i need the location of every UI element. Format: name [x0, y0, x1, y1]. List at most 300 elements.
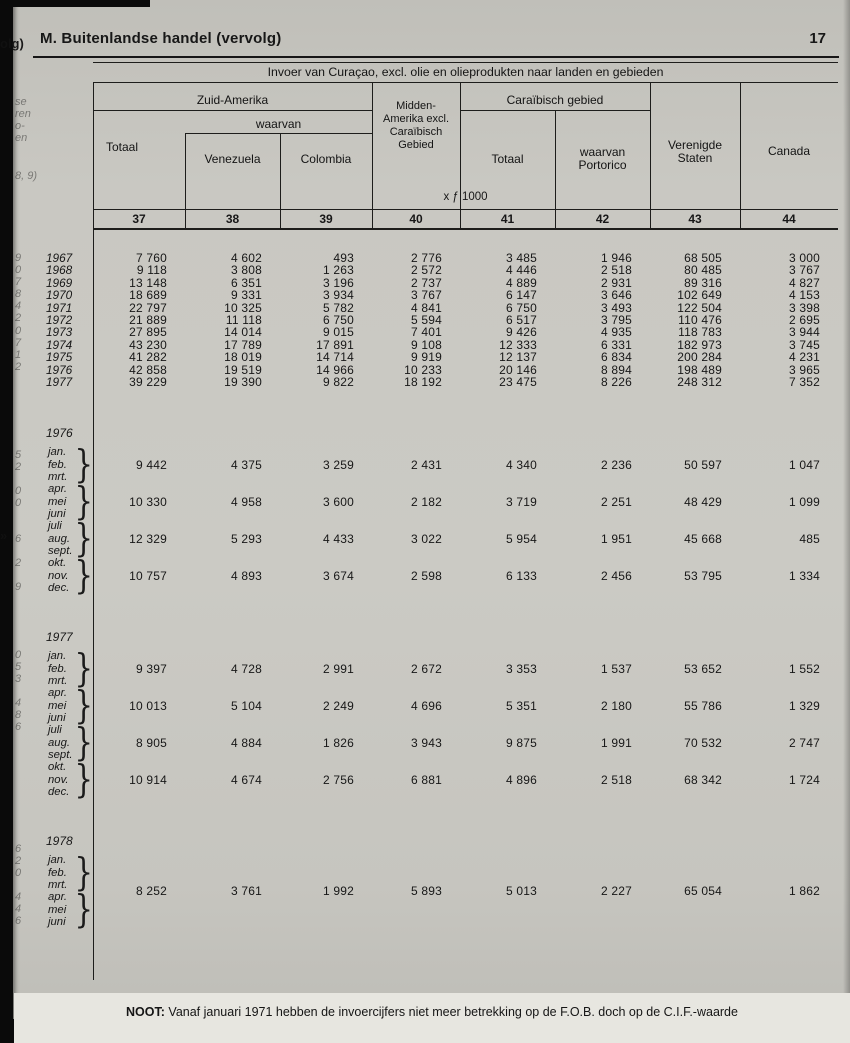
value-cell: 2 518 — [600, 263, 632, 278]
month-label: feb. — [48, 458, 67, 471]
colnum-39: 39 — [319, 212, 333, 226]
rule-c42-c43 — [650, 82, 651, 209]
value-cell: 11 118 — [225, 312, 262, 327]
margin-artifact: ren — [15, 108, 31, 120]
value-cell: 4 446 — [505, 263, 537, 278]
colhead-verenigde-staten — [650, 139, 740, 165]
value-cell: 18 689 — [129, 288, 167, 303]
row-label-year: 1975 — [46, 350, 73, 365]
month-label: feb. — [48, 866, 67, 879]
margin-artifact: 4 — [15, 697, 22, 709]
value-cell: 3 719 — [505, 494, 537, 509]
margin-artifact: 9 — [15, 581, 22, 593]
value-cell: 2 737 — [410, 275, 442, 290]
month-group-label — [40, 849, 93, 932]
colnum-41: 41 — [500, 212, 515, 226]
row-label-year: 1977 — [46, 374, 73, 389]
table-row — [40, 376, 838, 388]
value-cell: 2 695 — [788, 312, 820, 327]
colnum-sep-4 — [460, 209, 461, 228]
margin-artifact: » — [0, 528, 8, 543]
value-cell: 1 826 — [322, 735, 354, 750]
value-cell: 14 714 — [316, 350, 354, 365]
value-cell: 6 750 — [505, 300, 537, 315]
value-cell: 70 532 — [684, 735, 722, 750]
value-cell: 4 827 — [788, 275, 820, 290]
value-cell: 6 351 — [230, 275, 262, 290]
row-label-year: 1973 — [46, 325, 73, 340]
month-sections — [40, 426, 838, 932]
value-cell: 3 944 — [788, 325, 820, 340]
footer-note-text: Vanaf januari 1971 hebben de invoercijfers niet meer betrekking op de F.O.B. doch op de C.I.F.-waarde — [168, 1005, 738, 1019]
value-cell: 10 325 — [224, 300, 262, 315]
value-cell: 55 786 — [684, 698, 722, 713]
margin-artifact: 7 — [15, 276, 22, 288]
margin-artifact: 0 — [15, 867, 22, 879]
value-cell: 3 808 — [230, 263, 262, 278]
value-cell: 3 965 — [788, 362, 820, 377]
table-title-bottom-line — [93, 82, 838, 83]
value-cell: 1 099 — [788, 494, 820, 509]
value-cell: 9 822 — [322, 374, 354, 389]
unit-label: x ƒ 1000 — [443, 191, 488, 203]
value-cell: 2 227 — [600, 884, 632, 899]
month-label: mrt. — [48, 878, 68, 891]
value-cell: 3 795 — [600, 312, 632, 327]
value-cell: 8 894 — [600, 362, 632, 377]
value-cell: 4 893 — [230, 568, 262, 583]
table-row — [40, 289, 838, 301]
month-group-label — [40, 756, 93, 802]
value-cell: 110 476 — [678, 312, 722, 327]
month-section — [40, 630, 838, 802]
month-list — [48, 761, 74, 798]
value-cell: 5 594 — [410, 312, 442, 327]
month-list — [48, 446, 74, 483]
value-cell: 3 398 — [788, 300, 820, 315]
value-cell: 4 433 — [322, 531, 354, 546]
value-cell: 7 352 — [788, 374, 820, 389]
value-cell: 4 896 — [505, 772, 537, 787]
value-cell: 1 329 — [788, 698, 820, 713]
value-cell: 6 517 — [505, 312, 537, 327]
value-cell: 4 340 — [505, 457, 537, 472]
value-cell: 3 600 — [322, 494, 354, 509]
margin-artifact: en — [15, 132, 28, 144]
value-cell: 2 572 — [410, 263, 442, 278]
value-cell: 6 133 — [505, 568, 537, 583]
value-cell: 4 696 — [410, 698, 442, 713]
value-cell: 5 954 — [505, 531, 537, 546]
value-cell: 1 724 — [788, 772, 820, 787]
colnum-sep-7 — [740, 209, 741, 228]
value-cell: 1 951 — [600, 531, 632, 546]
quarter-row — [40, 756, 838, 802]
margin-artifact: 5 — [15, 449, 22, 461]
row-label-year: 1968 — [46, 263, 73, 278]
margin-artifact: 2 — [15, 312, 22, 324]
value-cell: 2 249 — [322, 698, 354, 713]
colhead-venezuela: Venezuela — [204, 152, 261, 166]
colnum-sep-1 — [185, 209, 186, 228]
value-cell: 10 013 — [129, 698, 167, 713]
month-label: mrt. — [48, 674, 68, 687]
value-cell: 21 889 — [129, 312, 167, 327]
value-cell: 9 397 — [135, 661, 167, 676]
margin-artifact: 8, 9) — [15, 170, 38, 182]
table-title: Invoer van Curaçao, excl. olie en olieprodukten naar landen en gebieden — [267, 65, 664, 79]
month-label: jan. — [48, 446, 67, 459]
colnum-44: 44 — [782, 212, 796, 226]
value-cell: 6 147 — [505, 288, 537, 303]
verenigde-line: Verenigde — [667, 138, 723, 152]
rule-c39-c40 — [372, 82, 373, 209]
month-list — [48, 891, 74, 928]
value-cell: 14 966 — [316, 362, 354, 377]
month-label: apr. — [48, 483, 68, 496]
brace-glyph: } — [74, 849, 93, 895]
margin-artifact: 4 — [15, 300, 22, 312]
value-cell: 3 259 — [322, 457, 354, 472]
colgroup-waarvan-za: waarvan — [255, 117, 302, 131]
month-list — [48, 520, 74, 557]
margin-artifact: 8 — [15, 288, 22, 300]
value-cell: 2 456 — [600, 568, 632, 583]
value-cell: 10 233 — [404, 362, 442, 377]
month-label: aug. — [48, 736, 70, 749]
colgroup-zuid-amerika: Zuid-Amerika — [196, 93, 269, 107]
scan-right-edge — [843, 0, 850, 1043]
month-label: mrt. — [48, 470, 68, 483]
scan-top-edge — [0, 0, 150, 7]
value-cell: 4 884 — [230, 735, 262, 750]
month-label: nov. — [48, 569, 69, 582]
table-row — [40, 351, 838, 363]
column-numbers-row — [93, 210, 838, 229]
colnum-42: 42 — [595, 212, 610, 226]
value-cell: 3 353 — [505, 661, 537, 676]
value-cell: 118 783 — [678, 325, 722, 340]
header-rule — [33, 56, 839, 58]
value-cell: 9 919 — [410, 350, 442, 365]
value-cell: 65 054 — [684, 884, 722, 899]
value-cell: 3 674 — [322, 568, 354, 583]
brace-glyph: } — [74, 515, 93, 561]
waarvan-underline — [185, 133, 372, 134]
margin-artifact: 6 — [15, 721, 22, 733]
value-cell: 4 375 — [230, 457, 262, 472]
value-cell: 12 137 — [499, 350, 537, 365]
month-list — [48, 724, 74, 761]
margin-artifact: 0 — [15, 649, 22, 661]
month-label: dec. — [48, 785, 70, 798]
colnum-sep-3 — [372, 209, 373, 228]
value-cell: 1 552 — [788, 661, 820, 676]
colhead-totaal-cg: Totaal — [491, 152, 524, 166]
value-cell: 5 104 — [230, 698, 262, 713]
month-label: juni — [48, 507, 66, 520]
value-cell: 4 602 — [230, 251, 262, 265]
colhead-canada: Canada — [767, 144, 811, 158]
value-cell: 17 891 — [316, 337, 354, 352]
margin-artifact: olg) — [0, 36, 24, 51]
value-cell: 42 858 — [129, 362, 167, 377]
value-cell: 3 761 — [230, 884, 262, 899]
value-cell: 1 047 — [788, 457, 820, 472]
midden-line2: Amerika excl. — [382, 113, 450, 125]
value-cell: 2 431 — [410, 457, 442, 472]
scan-left-edge — [0, 0, 13, 1043]
colnum-38: 38 — [225, 212, 240, 226]
value-cell: 485 — [799, 531, 820, 546]
brace-glyph: } — [74, 719, 93, 765]
value-cell: 3 767 — [788, 263, 820, 278]
quarter-row — [40, 849, 838, 932]
margin-artifact: 9 — [15, 252, 22, 264]
value-cell: 3 767 — [410, 288, 442, 303]
month-section — [40, 426, 838, 598]
margin-artifact: 1 — [15, 349, 22, 361]
value-cell: 2 931 — [600, 275, 632, 290]
table-title-top-line — [93, 62, 838, 63]
value-cell: 198 489 — [677, 362, 722, 377]
margin-artifact: 0 — [15, 264, 22, 276]
value-cell: 2 598 — [410, 568, 442, 583]
margin-artifact: 2 — [15, 361, 22, 373]
margin-artifact: 5 — [15, 661, 22, 673]
value-cell: 5 782 — [322, 300, 354, 315]
value-cell: 3 000 — [788, 251, 820, 265]
month-label: okt. — [48, 761, 67, 774]
table-body — [40, 232, 838, 932]
colnum-sep-6 — [650, 209, 651, 228]
value-cell: 200 284 — [677, 350, 722, 365]
row-label-year: 1967 — [46, 251, 73, 265]
margin-artifact: o- — [15, 120, 25, 132]
table-row — [40, 264, 838, 276]
colhead-waarvan-portorico — [555, 146, 650, 172]
page-title: M. Buitenlandse handel (vervolg) — [40, 30, 282, 47]
month-label: mei — [48, 495, 67, 508]
value-cell: 2 180 — [600, 698, 632, 713]
month-label: juli — [48, 520, 62, 533]
value-cell: 22 797 — [129, 300, 167, 315]
brace-glyph: } — [74, 645, 93, 691]
value-cell: 3 943 — [410, 735, 442, 750]
value-cell: 2 236 — [600, 457, 632, 472]
value-cell: 2 756 — [322, 772, 354, 787]
value-cell: 4 231 — [788, 350, 820, 365]
month-label: apr. — [48, 687, 68, 700]
value-cell: 6 331 — [600, 337, 632, 352]
value-cell: 248 312 — [677, 374, 722, 389]
value-cell: 48 429 — [684, 494, 722, 509]
margin-artifact: 2 — [15, 557, 22, 569]
value-cell: 4 674 — [230, 772, 262, 787]
value-cell: 3 485 — [505, 251, 537, 265]
value-cell: 10 757 — [129, 568, 167, 583]
value-cell: 4 153 — [788, 288, 820, 303]
value-cell: 3 493 — [600, 300, 632, 315]
margin-artifact: 0 — [15, 485, 22, 497]
value-cell: 3 745 — [788, 337, 820, 352]
margin-artifact: 0 — [15, 497, 22, 509]
value-cell: 9 015 — [322, 325, 354, 340]
value-cell: 10 914 — [129, 772, 167, 787]
rule-c40-c41 — [460, 82, 461, 209]
value-cell: 19 519 — [224, 362, 262, 377]
month-list — [48, 650, 74, 687]
value-cell: 9 118 — [136, 263, 167, 278]
value-cell: 6 834 — [600, 350, 632, 365]
value-cell: 89 316 — [684, 275, 722, 290]
margin-artifact: 7 — [15, 337, 22, 349]
month-label: jan. — [48, 650, 67, 663]
month-label: dec. — [48, 581, 70, 594]
value-cell: 2 672 — [410, 661, 442, 676]
row-label-year: 1972 — [46, 312, 73, 327]
value-cell: 8 226 — [600, 374, 632, 389]
value-cell: 4 935 — [600, 325, 632, 340]
margin-artifact: 6 — [15, 533, 22, 545]
table-row — [40, 326, 838, 338]
row-label-year: 1976 — [46, 362, 73, 377]
margin-artifact: 2 — [15, 461, 22, 473]
colnum-bottom-line — [93, 228, 838, 230]
value-cell: 17 789 — [224, 337, 262, 352]
value-cell: 45 668 — [684, 531, 722, 546]
value-cell: 4 889 — [505, 275, 537, 290]
value-cell: 5 293 — [230, 531, 262, 546]
margin-artifact: 6 — [15, 915, 22, 927]
value-cell: 13 148 — [129, 275, 167, 290]
month-label: juni — [48, 915, 66, 928]
colnum-37: 37 — [132, 212, 146, 226]
month-subgroup — [40, 552, 93, 598]
value-cell: 182 973 — [677, 337, 722, 352]
value-cell: 12 329 — [129, 531, 167, 546]
margin-artifact: 3 — [15, 673, 22, 685]
value-cell: 7 401 — [410, 325, 442, 340]
year-rows — [40, 252, 838, 388]
value-cell: 2 251 — [600, 494, 632, 509]
quarter-row — [40, 441, 838, 487]
value-cell: 39 229 — [129, 374, 167, 389]
midden-line4: Gebied — [398, 139, 434, 151]
value-cell: 41 282 — [129, 350, 167, 365]
colnum-40: 40 — [409, 212, 423, 226]
value-cell: 3 934 — [322, 288, 354, 303]
month-list — [48, 687, 74, 724]
value-cell: 122 504 — [677, 300, 722, 315]
midden-line1: Midden- — [396, 100, 436, 112]
value-cell: 12 333 — [499, 337, 537, 352]
value-cell: 2 182 — [410, 494, 442, 509]
section-year-label: 1978 — [46, 834, 73, 849]
value-cell: 50 597 — [684, 457, 722, 472]
value-cell: 1 334 — [788, 568, 820, 583]
value-cell: 9 331 — [230, 288, 262, 303]
footer-band — [14, 993, 850, 1043]
value-cell: 19 390 — [224, 374, 262, 389]
month-label: juli — [48, 724, 62, 737]
margin-artifact: 6 — [15, 843, 22, 855]
month-label: apr. — [48, 891, 68, 904]
row-label-year: 1969 — [46, 275, 73, 290]
value-cell: 2 991 — [322, 661, 354, 676]
month-list — [48, 854, 74, 891]
value-cell: 10 330 — [129, 494, 167, 509]
value-cell: 5 893 — [410, 884, 442, 899]
month-label: mei — [48, 903, 67, 916]
value-cell: 3 196 — [322, 275, 354, 290]
margin-artifact: 4 — [15, 891, 22, 903]
value-cell: 3 022 — [410, 531, 442, 546]
month-label: okt. — [48, 557, 67, 570]
value-cell: 6 881 — [410, 772, 442, 787]
month-subgroup — [40, 886, 93, 932]
zuid-amerika-underline — [93, 110, 372, 111]
margin-artifact: 4 — [15, 903, 22, 915]
value-cell: 493 — [333, 251, 354, 265]
month-label: mei — [48, 699, 67, 712]
value-cell: 3 646 — [600, 288, 632, 303]
section-year-label: 1976 — [46, 426, 73, 441]
value-cell: 9 442 — [135, 457, 167, 472]
row-label-year: 1974 — [46, 337, 73, 352]
value-cell: 18 019 — [224, 350, 262, 365]
brace-glyph: } — [74, 886, 93, 932]
value-cell: 53 795 — [684, 568, 722, 583]
colnum-sep-2 — [280, 209, 281, 228]
rule-c43-c44 — [740, 82, 741, 209]
value-cell: 8 905 — [135, 735, 167, 750]
value-cell: 4 958 — [230, 494, 262, 509]
quarter-row — [40, 515, 838, 561]
value-cell: 1 946 — [600, 251, 632, 265]
colnum-sep-5 — [555, 209, 556, 228]
quarter-row — [40, 719, 838, 765]
value-cell: 1 263 — [322, 263, 354, 278]
value-cell: 102 649 — [677, 288, 722, 303]
colhead-midden-amerika — [374, 100, 458, 152]
brace-glyph: } — [74, 441, 93, 487]
month-label: nov. — [48, 773, 69, 786]
waarvan-cg-line: waarvan — [579, 145, 626, 159]
month-label: sept. — [48, 748, 73, 761]
value-cell: 4 841 — [410, 300, 442, 315]
value-cell: 68 342 — [684, 772, 722, 787]
quarter-row — [40, 645, 838, 691]
value-cell: 68 505 — [684, 251, 722, 265]
row-label-year: 1971 — [46, 300, 73, 315]
month-label: aug. — [48, 532, 70, 545]
colnum-43: 43 — [688, 212, 702, 226]
month-subgroup — [40, 756, 93, 802]
value-cell: 6 750 — [322, 312, 354, 327]
value-cell: 9 108 — [410, 337, 442, 352]
value-cell: 7 760 — [135, 251, 167, 265]
row-label-year: 1970 — [46, 288, 73, 303]
quarter-row — [40, 552, 838, 598]
footer-note-label: NOOT: — [126, 1005, 165, 1019]
value-cell: 9 875 — [505, 735, 537, 750]
month-list — [48, 557, 74, 594]
value-cell: 1 537 — [600, 661, 632, 676]
footer-note — [14, 1005, 850, 1019]
value-cell: 23 475 — [499, 374, 537, 389]
value-cell: 2 747 — [788, 735, 820, 750]
